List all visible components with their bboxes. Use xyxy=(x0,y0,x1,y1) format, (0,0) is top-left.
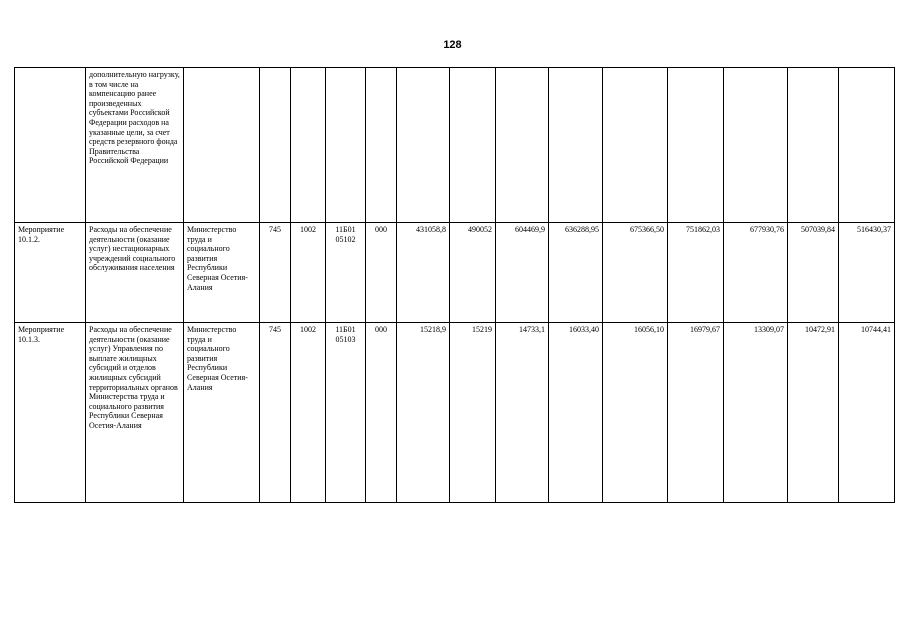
activity-name-cell: Расходы на обеспечение деятельности (оказание услуг) нестационарных учреждений социального обслуживания населения xyxy=(86,223,184,323)
rzpr-cell: 1002 xyxy=(291,323,326,503)
value-cell: 16033,40 xyxy=(549,323,603,503)
executor-cell: Министерство труда и социального развития Республики Северная Осетия-Алания xyxy=(184,223,260,323)
value-cell: 15219 xyxy=(450,323,496,503)
value-cell: 636288,95 xyxy=(549,223,603,323)
value-cell: 507039,84 xyxy=(788,223,839,323)
table-row xyxy=(15,323,895,503)
budget-table xyxy=(14,67,895,503)
value-cell xyxy=(839,68,895,223)
csr-cell: 11Б01 05103 xyxy=(326,323,366,503)
table-row xyxy=(15,223,895,323)
csr-cell xyxy=(326,68,366,223)
value-cell: 490052 xyxy=(450,223,496,323)
value-cell xyxy=(397,68,450,223)
grbs-cell xyxy=(260,68,291,223)
value-cell: 16056,10 xyxy=(603,323,668,503)
value-cell: 14733,1 xyxy=(496,323,549,503)
value-cell: 677930,76 xyxy=(724,223,788,323)
activity-code-cell: Мероприятие 10.1.3. xyxy=(15,323,86,503)
value-cell: 431058,8 xyxy=(397,223,450,323)
value-cell: 10472,91 xyxy=(788,323,839,503)
grbs-cell: 745 xyxy=(260,323,291,503)
vr-cell: 000 xyxy=(366,223,397,323)
activity-name-cell: дополнительную нагрузку, в том числе на компенсацию ранее произведенных субъектами Российской Федерации расходов на указанные цели, за счет средств резервного фонда Правительства Российской Федерации xyxy=(86,68,184,223)
grbs-cell: 745 xyxy=(260,223,291,323)
vr-cell xyxy=(366,68,397,223)
value-cell xyxy=(788,68,839,223)
activity-code-cell xyxy=(15,68,86,223)
value-cell xyxy=(496,68,549,223)
value-cell: 516430,37 xyxy=(839,223,895,323)
executor-cell: Министерство труда и социального развития Республики Северная Осетия-Алания xyxy=(184,323,260,503)
value-cell: 16979,67 xyxy=(668,323,724,503)
value-cell: 15218,9 xyxy=(397,323,450,503)
value-cell xyxy=(724,68,788,223)
value-cell xyxy=(450,68,496,223)
value-cell xyxy=(668,68,724,223)
activity-name-cell: Расходы на обеспечение деятельности (оказание услуг) Управления по выплате жилищных субсидий и отделов жилищных субсидий территориальных органов Министерства труда и социального развития Республики Северная Осетия-Алания xyxy=(86,323,184,503)
csr-cell: 11Б01 05102 xyxy=(326,223,366,323)
value-cell xyxy=(549,68,603,223)
value-cell: 10744,41 xyxy=(839,323,895,503)
value-cell: 604469,9 xyxy=(496,223,549,323)
value-cell: 751862,03 xyxy=(668,223,724,323)
executor-cell xyxy=(184,68,260,223)
value-cell: 675366,50 xyxy=(603,223,668,323)
activity-code-cell: Мероприятие 10.1.2. xyxy=(15,223,86,323)
value-cell: 13309,07 xyxy=(724,323,788,503)
rzpr-cell xyxy=(291,68,326,223)
rzpr-cell: 1002 xyxy=(291,223,326,323)
table-row xyxy=(15,68,895,223)
page-number: 128 xyxy=(443,39,462,51)
value-cell xyxy=(603,68,668,223)
vr-cell: 000 xyxy=(366,323,397,503)
